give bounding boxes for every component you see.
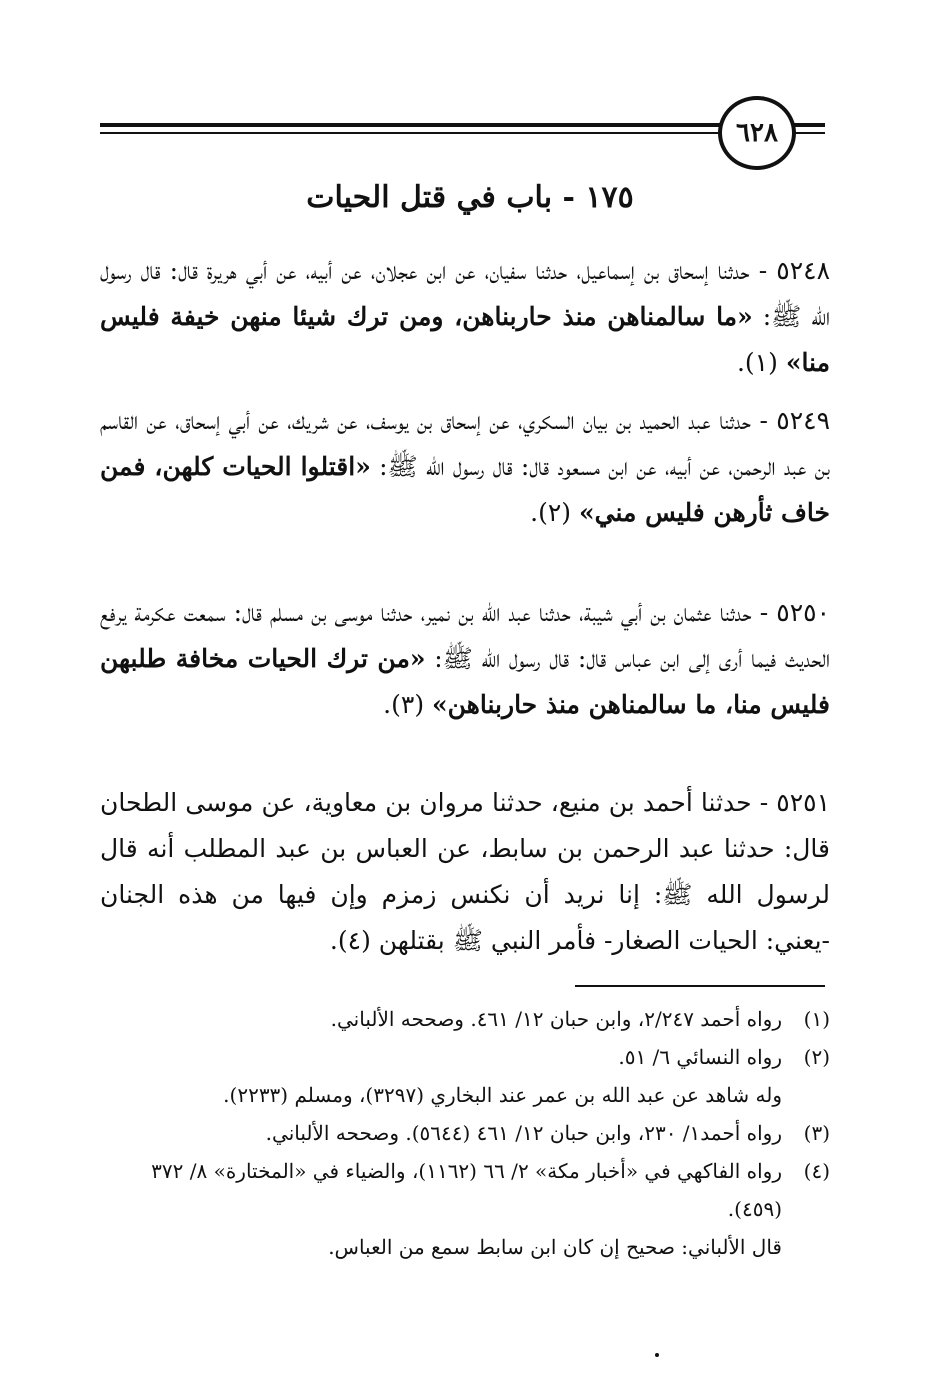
footnote-text: رواه الفاكهي في «أخبار مكة» ٢/ ٦٦ (١١٦٢)، والضياء في «المختارة» ٨/ ٣٧٢ (٤٥٩).: [151, 1159, 782, 1221]
footnote-number: (٣): [803, 1121, 830, 1145]
hadith-number: ٥٢٥١: [776, 788, 830, 817]
header-rule-right-thin: [793, 132, 825, 134]
hadith-5249: [100, 398, 830, 536]
footnotes: [100, 1000, 830, 1266]
hadith-number: ٥٢٥٠: [776, 598, 830, 627]
hadith-quote: «من ترك الحيات مخافة طلبهن فليس منا، ما سالمناهن منذ حاربناهن»: [100, 644, 830, 719]
footnote-text: وله شاهد عن عبد الله بن عمر عند البخاري (٣٢٩٧)، ومسلم (٢٢٣٣).: [223, 1083, 782, 1107]
header-rule: [100, 123, 720, 127]
footnote-text: رواه النسائي ٦/ ٥١.: [618, 1045, 782, 1069]
footnote-ref: (٣).: [383, 690, 425, 719]
footnote-ref: (٤).: [329, 926, 371, 955]
hadith-number: ٥٢٤٨: [776, 256, 831, 285]
footnote-ref: (١).: [736, 348, 778, 377]
footnote: [100, 1152, 830, 1228]
footnote-number: (٢): [803, 1045, 830, 1069]
page-number: ٦٢٨: [736, 118, 778, 148]
page-mark-dot: [655, 1353, 659, 1357]
footnote: [100, 1038, 830, 1076]
hadith-5248: [100, 248, 830, 386]
hadith-text: - حدثنا عثمان بن أبي شيبة، حدثنا عبد الله بن نمير، حدثنا موسى بن مسلم قال: سمعت عكرمة يرفع الحديث فيما أرى إلى ابن عباس قال: قال رسول الله ﷺ:: [100, 598, 831, 673]
hadith-5250: [100, 590, 830, 728]
hadith-text: - حدثنا إسحاق بن إسماعيل، حدثنا سفيان، عن ابن عجلان، عن أبيه، عن أبي هريرة قال: قال رسول الله ﷺ:: [100, 256, 830, 331]
hadith-text: - حدثنا عبد الحميد بن بيان السكري، عن إسحاق بن يوسف، عن شريك، عن أبي إسحاق، عن القاسم بن عبد الرحمن، عن أبيه، عن ابن مسعود قال: قال رسول الله ﷺ:: [100, 406, 831, 481]
header-rule-thin: [100, 132, 720, 134]
hadith-text: - حدثنا أحمد بن منيع، حدثنا مروان بن معاوية، عن موسى الطحان قال: حدثنا عبد الرحمن بن سابط، عن العباس بن عبد المطلب أنه قال لرسول الله ﷺ: إنا نريد أن نكنس زمزم وإن فيها من هذه الجنان -يعني: الحيات الصغار- فأمر النبي ﷺ بقتلهن: [100, 788, 830, 955]
footnote-continuation: [100, 1228, 830, 1266]
footnote: [100, 1000, 830, 1038]
footnote-text: رواه أحمد ٢/٢٤٧، وابن حبان ١٢/ ٤٦١. وصححه الألباني.: [330, 1007, 782, 1031]
hadith-quote: «اقتلوا الحيات كلهن، فمن خاف ثأرهن فليس مني»: [100, 452, 830, 527]
footnote-separator: [575, 985, 825, 987]
chapter-heading: ١٧٥ - باب في قتل الحيات: [306, 180, 634, 215]
footnote-text: قال الألباني: صحيح إن كان ابن سابط سمع من العباس.: [328, 1235, 782, 1259]
footnote-number: (١): [803, 1007, 830, 1031]
hadith-5251: [100, 780, 830, 964]
page-number-badge: [718, 96, 796, 170]
footnote-continuation: [100, 1076, 830, 1114]
hadith-number: ٥٢٤٩: [776, 406, 831, 435]
footnote: [100, 1114, 830, 1152]
header-rule-right: [793, 123, 825, 127]
footnote-ref: (٢).: [530, 498, 572, 527]
footnote-text: رواه أحمد١/ ٢٣٠، وابن حبان ١٢/ ٤٦١ (٥٦٤٤). وصححه الألباني.: [265, 1121, 782, 1145]
footnote-number: (٤): [803, 1159, 830, 1183]
hadith-quote: «ما سالمناهن منذ حاربناهن، ومن ترك شيئا منهن خيفة فليس منا»: [100, 302, 830, 377]
